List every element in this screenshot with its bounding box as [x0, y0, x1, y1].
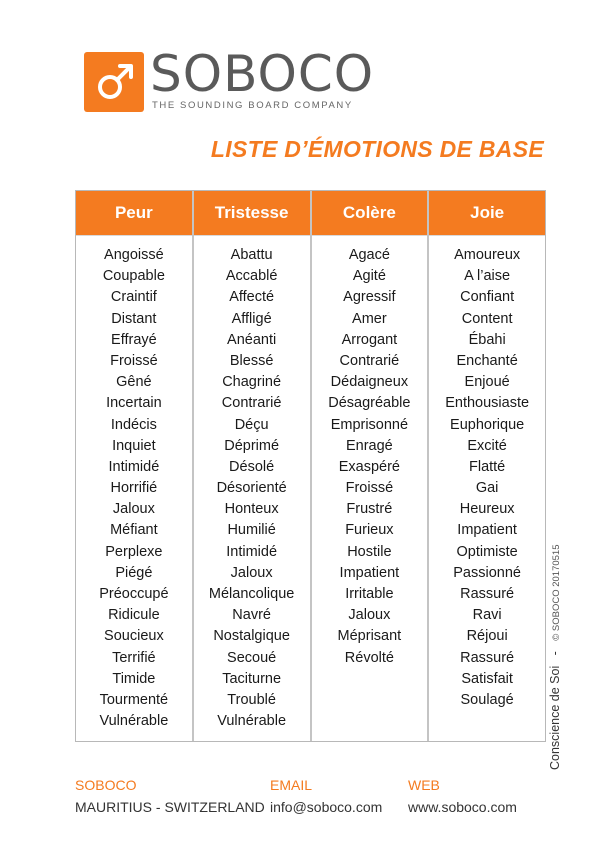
- footer-company-value: MAURITIUS - SWITZERLAND: [75, 799, 265, 815]
- emotion-item: Jaloux: [112, 501, 155, 518]
- emotion-item: Exaspéré: [338, 458, 400, 475]
- emotion-item: Abattu: [230, 247, 273, 263]
- emotion-item: Désorienté: [216, 480, 287, 497]
- emotion-item: Enjoué: [464, 374, 510, 391]
- emotion-item: Mélancolique: [208, 586, 295, 602]
- emotion-item: Craintif: [110, 289, 157, 306]
- emotion-item: Agressif: [343, 289, 396, 306]
- emotion-item: Taciturne: [222, 670, 282, 687]
- footer-web-label: WEB: [408, 777, 440, 793]
- emotion-list: [76, 236, 192, 732]
- emotion-item: Distant: [111, 310, 157, 327]
- emotion-item: Nostalgique: [213, 628, 290, 645]
- footer-web-link[interactable]: www.soboco.com: [408, 799, 517, 815]
- emotion-item: Déprimé: [224, 437, 280, 454]
- emotion-item: Horrifié: [110, 480, 158, 497]
- emotion-item: Soucieux: [104, 628, 164, 645]
- emotion-list: [429, 236, 545, 711]
- footer-email-label: EMAIL: [270, 777, 313, 793]
- emotion-item: Timide: [112, 670, 156, 687]
- emotion-item: Honteux: [224, 501, 279, 518]
- footer-email: [270, 776, 382, 816]
- emotion-item: Furieux: [345, 522, 394, 539]
- emotion-item: Terrifié: [112, 649, 156, 666]
- emotion-item: Rassuré: [460, 586, 515, 602]
- emotion-item: Secoué: [227, 649, 277, 666]
- emotion-item: Ravi: [472, 607, 502, 624]
- emotion-item: Angoissé: [104, 247, 164, 263]
- side-copyright: © SOBOCO 20170515: [551, 544, 562, 641]
- emotion-item: Déçu: [234, 416, 269, 433]
- logo-mark: [84, 52, 144, 112]
- column-peur: [76, 191, 194, 741]
- column-header: Peur: [76, 191, 192, 236]
- emotion-item: Jaloux: [348, 607, 391, 624]
- emotion-item: Tourmenté: [99, 691, 169, 708]
- emotion-item: Confiant: [460, 289, 515, 306]
- emotion-item: Jaloux: [230, 564, 273, 581]
- emotion-item: Excité: [467, 437, 507, 454]
- emotions-table: [75, 190, 546, 742]
- emotion-item: Réjoui: [466, 628, 508, 645]
- emotion-item: Heureux: [459, 501, 515, 518]
- emotion-item: Désagréable: [328, 395, 411, 412]
- emotion-item: Agité: [352, 268, 386, 285]
- emotion-item: Gêné: [116, 374, 152, 391]
- emotion-item: Navré: [232, 607, 271, 624]
- emotion-item: Soulagé: [460, 691, 514, 708]
- emotion-item: Dédaigneux: [330, 374, 409, 391]
- emotion-item: Blessé: [229, 352, 274, 369]
- emotion-item: Content: [461, 310, 513, 327]
- emotion-item: Enragé: [345, 437, 393, 454]
- emotion-item: Chagriné: [222, 374, 282, 391]
- emotion-item: Arrogant: [341, 331, 398, 348]
- column-header: Joie: [429, 191, 545, 236]
- emotion-item: Impatient: [457, 522, 517, 539]
- emotion-item: Ébahi: [468, 331, 506, 348]
- column-joie: [429, 191, 545, 741]
- footer-web: [408, 776, 517, 816]
- emotion-item: Flatté: [468, 458, 506, 475]
- emotion-item: Passionné: [453, 564, 521, 581]
- emotion-item: Préoccupé: [99, 586, 169, 602]
- male-symbol-icon: [84, 52, 144, 112]
- emotion-item: Impatient: [339, 564, 400, 581]
- emotion-item: Méprisant: [337, 628, 402, 645]
- emotion-item: Vulnérable: [217, 713, 287, 730]
- emotion-item: Hostile: [347, 543, 392, 560]
- side-caption: [548, 545, 562, 771]
- page-title: LISTE D’ÉMOTIONS DE BASE: [210, 136, 544, 162]
- emotion-item: Frustré: [346, 501, 393, 518]
- emotion-item: Amoureux: [454, 247, 521, 263]
- footer-email-link[interactable]: info@soboco.com: [270, 799, 383, 815]
- emotion-item: Froissé: [110, 352, 158, 369]
- footer-company-label: SOBOCO: [75, 777, 137, 793]
- emotion-item: Optimiste: [456, 543, 518, 560]
- emotion-item: Emprisonné: [330, 416, 409, 433]
- emotion-item: Piégé: [115, 564, 153, 581]
- emotion-item: Troublé: [227, 691, 276, 708]
- side-label: Conscience de Soi: [548, 665, 562, 770]
- emotion-item: Incertain: [106, 395, 162, 412]
- emotion-item: Désolé: [229, 458, 275, 475]
- emotion-item: Humilié: [227, 522, 276, 539]
- emotion-item: Indécis: [110, 416, 157, 433]
- emotion-item: Accablé: [225, 268, 278, 285]
- brand-tagline: THE SOUNDING BOARD COMPANY: [152, 100, 353, 111]
- emotion-item: Euphorique: [450, 416, 525, 433]
- emotion-item: Coupable: [102, 268, 165, 285]
- emotion-item: Ridicule: [108, 607, 160, 624]
- brand-name: SOBOCO: [150, 45, 375, 103]
- emotion-item: Révolté: [344, 649, 394, 666]
- emotion-item: Enchanté: [456, 352, 518, 369]
- emotion-item: Anéanti: [227, 331, 277, 348]
- column-header: Tristesse: [194, 191, 310, 236]
- emotion-item: Intimidé: [108, 458, 160, 475]
- column-tristesse: [194, 191, 312, 741]
- emotion-item: Gai: [475, 480, 499, 497]
- emotion-item: Vulnérable: [99, 713, 169, 730]
- emotion-item: Agacé: [348, 247, 390, 263]
- emotion-item: Amer: [352, 310, 387, 327]
- emotion-item: Contrarié: [339, 352, 400, 369]
- emotion-item: Irritable: [345, 586, 394, 602]
- emotion-item: Méfiant: [110, 522, 158, 539]
- column-header: Colère: [312, 191, 428, 236]
- emotion-item: Inquiet: [112, 437, 156, 454]
- emotion-item: Perplexe: [105, 543, 163, 560]
- emotion-item: Effrayé: [111, 331, 157, 348]
- emotion-item: A l’aise: [464, 268, 511, 285]
- column-colere: [312, 191, 430, 741]
- side-separator: -: [548, 651, 562, 656]
- emotion-item: Satisfait: [461, 670, 513, 687]
- footer-company: [75, 776, 265, 816]
- emotion-item: Affligé: [231, 310, 272, 327]
- emotion-list: [312, 236, 428, 669]
- emotion-item: Intimidé: [226, 543, 278, 560]
- emotion-item: Rassuré: [460, 649, 515, 666]
- emotion-item: Froissé: [345, 480, 394, 497]
- emotion-item: Enthousiaste: [445, 395, 530, 412]
- emotion-item: Contrarié: [221, 395, 282, 412]
- emotion-list: [194, 236, 310, 732]
- emotion-item: Affecté: [229, 289, 275, 306]
